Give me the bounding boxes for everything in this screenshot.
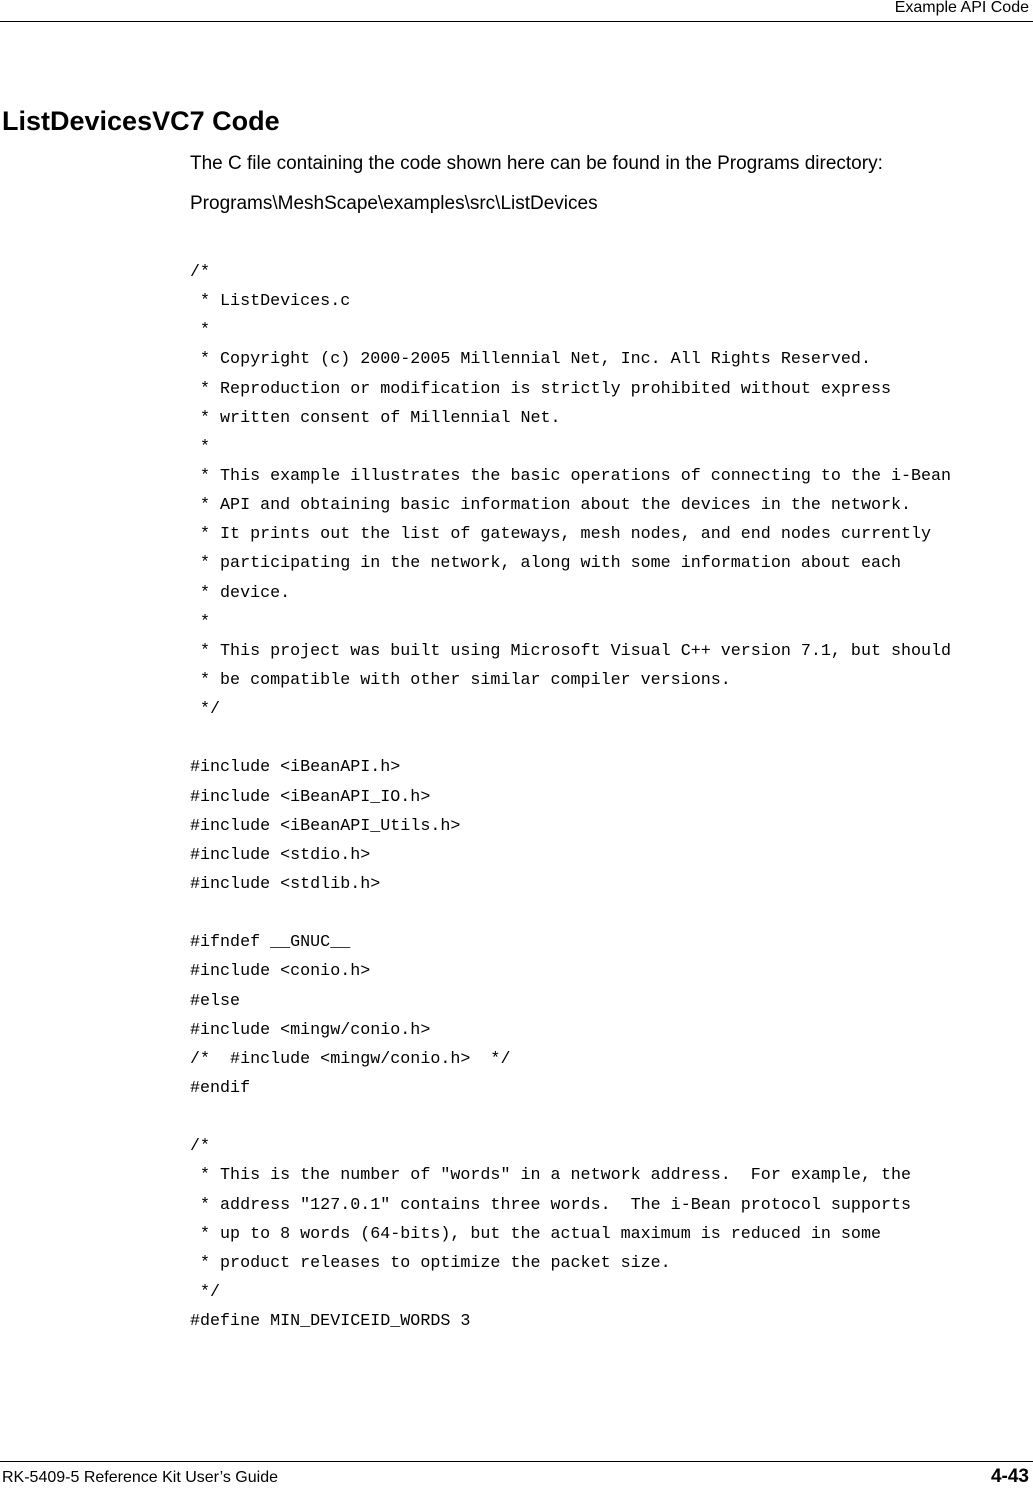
- code-line: * This project was built using Microsoft Visual C++ version 7.1, but should: [190, 641, 952, 661]
- header-divider: [0, 21, 1033, 22]
- code-listing: [190, 258, 1010, 1336]
- code-line: [190, 899, 1010, 928]
- code-line: * written consent of Millennial Net.: [190, 408, 561, 428]
- code-line: #endif: [190, 1078, 251, 1098]
- code-line: * Copyright (c) 2000-2005 Millennial Net, Inc. All Rights Reserved.: [190, 350, 871, 370]
- code-line: #include <mingw/conio.h>: [190, 1020, 431, 1040]
- code-line: [190, 1103, 1010, 1132]
- footer-guide-title: RK-5409-5 Reference Kit User’s Guide: [2, 1469, 278, 1486]
- code-line: /* #include <mingw/conio.h> */: [190, 1049, 511, 1069]
- code-line: * It prints out the list of gateways, mesh nodes, and end nodes currently: [190, 525, 932, 545]
- code-line: #include <conio.h>: [190, 962, 371, 982]
- code-line: * ListDevices.c: [190, 292, 351, 312]
- directory-path: Programs\MeshScape\examples\src\ListDevices: [190, 193, 598, 214]
- code-line: * participating in the network, along with some information about each: [190, 554, 902, 574]
- intro-paragraph: The C file containing the code shown here can be found in the Programs directory:: [190, 153, 883, 174]
- code-line: [190, 724, 1010, 753]
- code-line: * This example illustrates the basic operations of connecting to the i-Bean: [190, 466, 952, 486]
- code-line: *: [190, 437, 211, 457]
- code-line: #include <iBeanAPI_IO.h>: [190, 787, 431, 807]
- running-header: Example API Code: [894, 0, 1029, 16]
- code-line: #include <stdlib.h>: [190, 874, 381, 894]
- code-line: #define MIN_DEVICEID_WORDS 3: [190, 1312, 471, 1332]
- code-line: /*: [190, 1137, 211, 1157]
- code-line: #include <iBeanAPI.h>: [190, 758, 401, 778]
- code-line: #include <stdio.h>: [190, 845, 371, 865]
- code-line: *: [190, 612, 211, 632]
- code-line: /*: [190, 263, 211, 282]
- code-line: */: [190, 1282, 221, 1302]
- code-line: *: [190, 321, 211, 341]
- page-number: 4-43: [990, 1466, 1029, 1487]
- code-line: * up to 8 words (64-bits), but the actual maximum is reduced in some: [190, 1224, 881, 1244]
- code-line: #include <iBeanAPI_Utils.h>: [190, 816, 461, 836]
- code-line: #else: [190, 991, 241, 1011]
- code-line: #ifndef __GNUC__: [190, 933, 351, 953]
- footer-divider: [0, 1461, 1033, 1462]
- code-line: * Reproduction or modification is strictly prohibited without express: [190, 379, 891, 399]
- code-line: * product releases to optimize the packet size.: [190, 1253, 671, 1273]
- code-line: * API and obtaining basic information about the devices in the network.: [190, 496, 912, 516]
- code-line: */: [190, 700, 221, 720]
- section-title: ListDevicesVC7 Code: [2, 106, 280, 136]
- code-line: * address "127.0.1" contains three words. The i-Bean protocol supports: [190, 1195, 912, 1215]
- code-line: * be compatible with other similar compiler versions.: [190, 670, 731, 690]
- code-line: * This is the number of "words" in a network address. For example, the: [190, 1166, 912, 1186]
- code-line: * device.: [190, 583, 291, 603]
